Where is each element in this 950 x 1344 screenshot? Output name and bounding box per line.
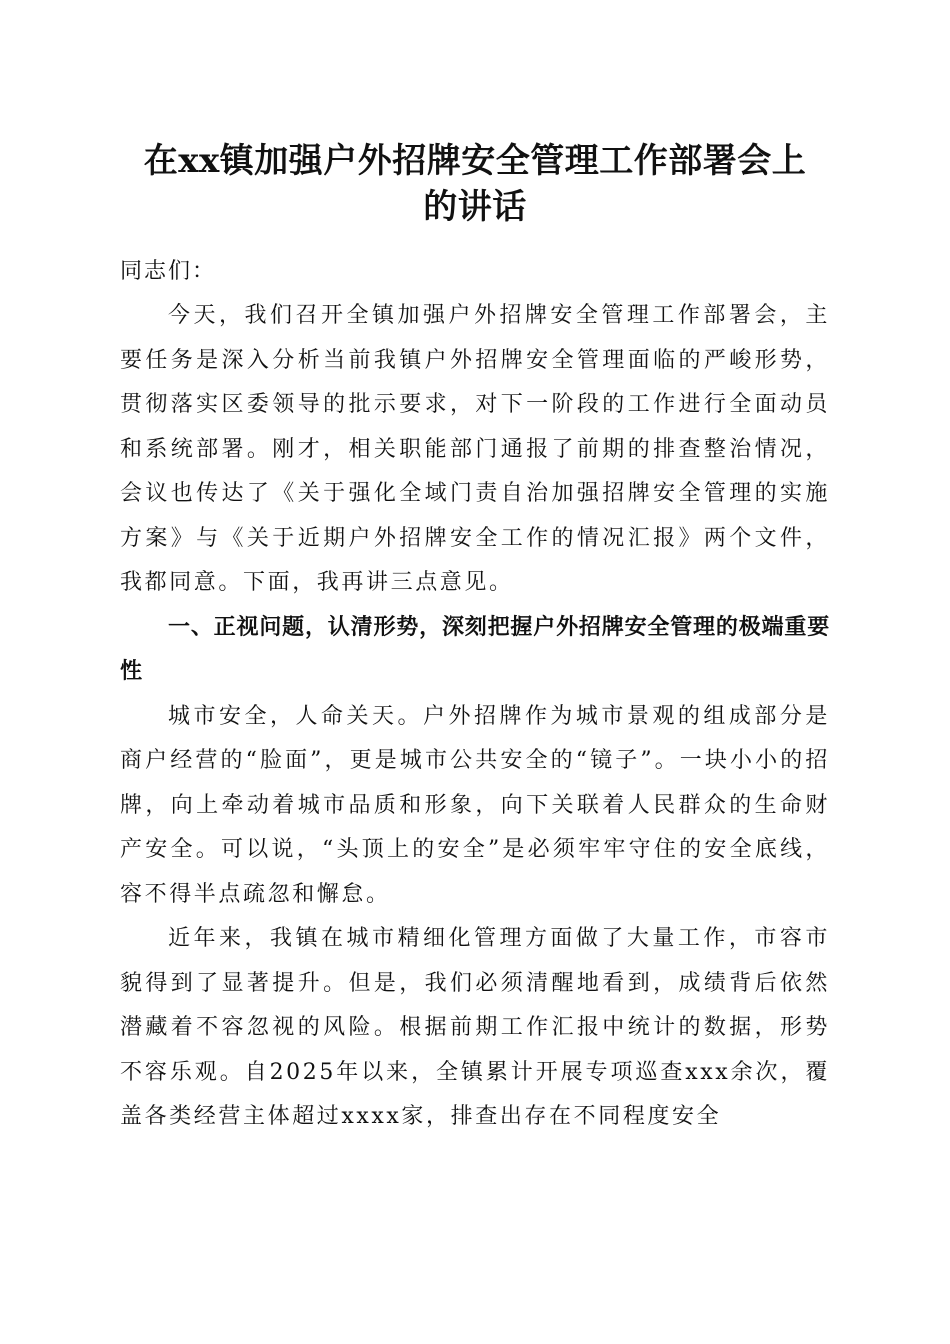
title-line-1: 在xx镇加强户外招牌安全管理工作部署会上 — [143, 141, 807, 181]
section-1-paragraph-1: 城市安全，人命关天。户外招牌作为城市景观的组成部分是商户经营的“脸面”，更是城市公共安全的“镜子”。一块小小的招牌，向上牵动着城市品质和形象，向下关联着人民群众的生命财产安全。可以说，“头顶上的安全”是必须牢牢守住的安全底线，容不得半点疏忽和懈怠。 — [120, 703, 830, 907]
section-1-heading: 一、正视问题，认清形势，深刻把握户外招牌安全管理的极端重要性 — [120, 614, 830, 684]
title-line-2: 的讲话 — [423, 187, 527, 227]
intro-paragraph: 今天，我们召开全镇加强户外招牌安全管理工作部署会，主要任务是深入分析当前我镇户外招牌安全管理面临的严峻形势，贯彻落实区委领导的批示要求，对下一阶段的工作进行全面动员和系统部署。刚才，相关职能部门通报了前期的排查整治情况，会议也传达了《关于强化全域门责自治加强招牌安全管理的实施方案》与《关于近期户外招牌安全工作的情况汇报》两个文件，我都同意。下面，我再讲三点意见。 — [120, 303, 830, 595]
document-body — [120, 250, 830, 1140]
salutation: 同志们： — [120, 259, 217, 284]
section-1-paragraph-2: 近年来，我镇在城市精细化管理方面做了大量工作，市容市貌得到了显著提升。但是，我们必须清醒地看到，成绩背后依然潜藏着不容忽视的风险。根据前期工作汇报中统计的数据，形势不容乐观。自2025年以来，全镇累计开展专项巡查xxx余次，覆盖各类经营主体超过xxxx家，排查出存在不同程度安全 — [120, 926, 830, 1129]
document-title — [110, 138, 840, 230]
